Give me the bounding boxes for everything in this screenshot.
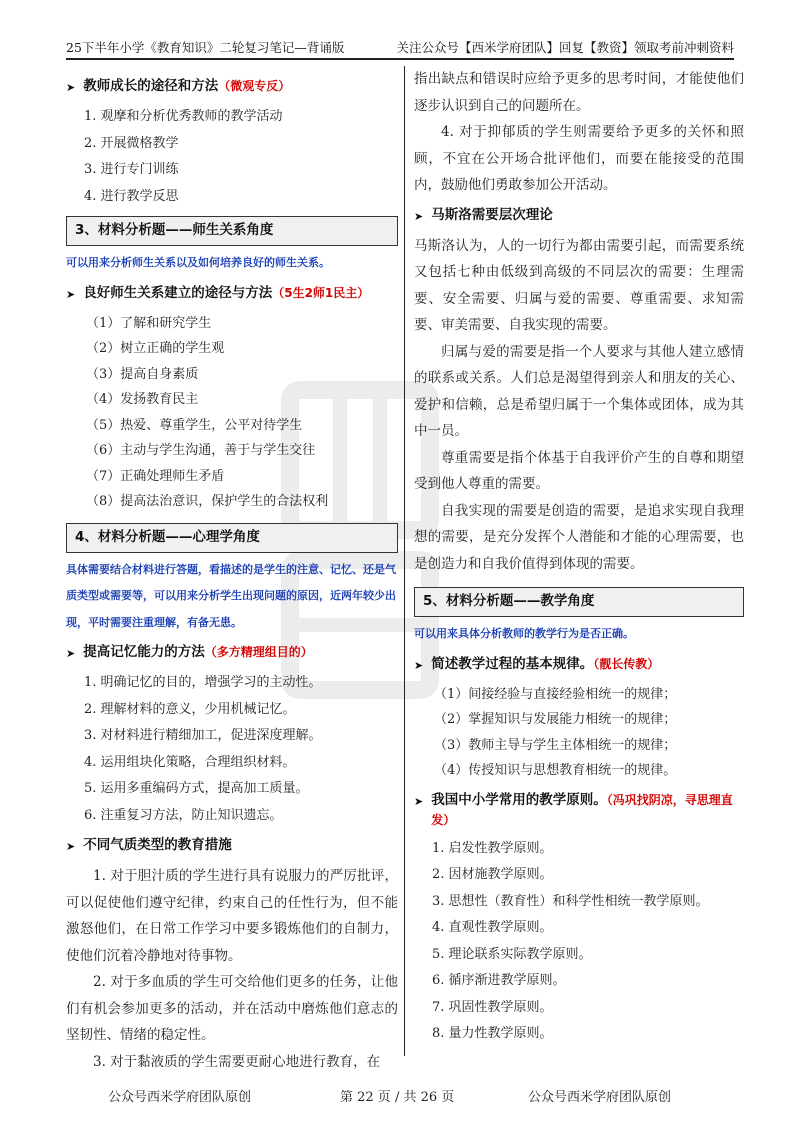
list-item: （1）了解和研究学生 — [86, 315, 212, 331]
list-item: （3）提高自身素质 — [86, 366, 199, 382]
arrow-bullet-icon: ➤ — [414, 209, 424, 223]
section-4-heading: 4、材料分析题——心理学角度 — [66, 523, 398, 553]
right-column — [414, 66, 744, 1048]
left-column — [66, 66, 398, 1075]
list-item: 1. 启发性教学原则。 — [432, 840, 553, 856]
arrow-bullet-icon: ➤ — [414, 658, 424, 672]
paragraph: 指出缺点和错误时应给予更多的思考时间，才能使他们逐步认识到自己的问题所在。 — [414, 71, 744, 114]
arrow-bullet-icon: ➤ — [66, 287, 76, 301]
growth-heading — [66, 76, 398, 98]
law-mnemonic: （靓长传教） — [593, 656, 660, 671]
paragraph: 自我实现的需要是创造的需要，是追求实现自我理想的需要，是充分发挥个人潜能和才能的心理需要，也是创造力和自我价值得到体现的需要。 — [414, 502, 744, 572]
list-item: （2）树立正确的学生观 — [86, 341, 225, 356]
list-item: （5）热爱、尊重学生，公平对待学生 — [86, 417, 303, 433]
list-item: （1）间接经验与直接经验相统一的规律； — [434, 686, 677, 702]
list-item: 3. 进行专门训练 — [84, 162, 179, 177]
list-item: 5. 运用多重编码方式，提高加工质量。 — [84, 781, 309, 796]
paragraph: 归属与爱的需要是指一个人要求与其他人建立感情的联系或关系。人们总是渴望得到亲人和朋友的关心、爱护和信赖，总是希望归属于一个集体或团体，成为其中一员。 — [414, 343, 744, 439]
principle-title: 我国中小学常用的教学原则。 — [431, 791, 607, 808]
list-item: （6）主动与学生沟通，善于与学生交往 — [86, 443, 316, 458]
footer-left-text: 公众号西米学府团队原创 — [108, 1090, 252, 1105]
law-heading — [414, 654, 744, 676]
footer-right-text: 公众号西米学府团队原创 — [528, 1090, 672, 1105]
list-item: 3. 思想性（教育性）和科学性相统一教学原则。 — [432, 893, 709, 909]
section-5-heading: 5、材料分析题——教学角度 — [414, 587, 744, 617]
list-item: 3. 对材料进行精细加工，促进深度理解。 — [84, 728, 322, 743]
law-list — [414, 682, 744, 784]
relation-mnemonic: （5生2师1民主） — [272, 285, 370, 300]
growth-title: 教师成长的途径和方法 — [83, 78, 219, 94]
principle-heading — [414, 790, 744, 830]
list-item: 7. 巩固性教学原则。 — [432, 999, 553, 1015]
list-item: 4. 运用组块化策略，合理组织材料。 — [84, 754, 296, 770]
paragraph: 尊重需要是指个体基于自我评价产生的自尊和期望受到他人尊重的需要。 — [414, 449, 744, 492]
list-item: 4. 进行教学反思 — [84, 188, 179, 204]
paragraph: 4. 对于抑郁质的学生则需要给予更多的关怀和照顾，不宜在公开场合批评他们，而要在能接受的范围内，鼓励他们勇敢参加公开活动。 — [414, 124, 744, 193]
growth-list — [66, 104, 398, 210]
list-item: 8. 量力性教学原则。 — [432, 1026, 553, 1041]
header-right-text: 关注公众号【西米学府团队】回复【教资】领取考前冲刺资料 — [396, 40, 734, 55]
memory-title: 提高记忆能力的方法 — [83, 644, 205, 660]
section-3-heading: 3、材料分析题——师生关系角度 — [66, 216, 398, 246]
list-item: 2. 开展微格教学 — [84, 135, 179, 151]
principle-list — [414, 836, 744, 1048]
memory-list — [66, 670, 398, 829]
list-item: （8）提高法治意识，保护学生的合法权利 — [86, 494, 329, 509]
page-header — [66, 36, 734, 60]
maslow-body — [414, 233, 744, 578]
principle-mnemonic: （冯巩找阴凉，寻思理直发） — [431, 792, 733, 827]
growth-mnemonic: （微观专反） — [218, 79, 291, 93]
maslow-heading — [414, 205, 744, 227]
temperament-continued — [414, 66, 744, 199]
arrow-bullet-icon: ➤ — [66, 840, 76, 853]
list-item: （4）发扬教育民主 — [86, 392, 199, 407]
relation-title: 良好师生关系建立的途径与方法 — [83, 284, 273, 301]
list-item: （2）掌握知识与发展能力相统一的规律； — [434, 712, 677, 727]
section-4-note: 具体需要结合材料进行答题，看描述的是学生的注意、记忆、还是气质类型或需要等，可以用来分析学生出现问题的原因，近两年较少出现，平时需要注重理解，有备无患。 — [66, 562, 396, 629]
list-item: 2. 理解材料的意义，少用机械记忆。 — [84, 701, 296, 717]
list-item: 1. 明确记忆的目的，增强学习的主动性。 — [84, 675, 322, 690]
list-item: 4. 直观性教学原则。 — [432, 920, 553, 935]
arrow-bullet-icon: ➤ — [66, 647, 76, 660]
list-item: （4）传授知识与思想教育相统一的规律。 — [434, 763, 677, 778]
header-left-text: 25下半年小学《教育知识》二轮复习笔记—背诵版 — [66, 40, 345, 55]
maslow-title: 马斯洛需要层次理论 — [431, 206, 553, 223]
paragraph: 马斯洛认为，人的一切行为都由需要引起，而需要系统又包括七种由低级到高级的不同层次的需要：生理需要、安全需要、归属与爱的需要、尊重需要、求知需要、审美需要、自我实现的需要。 — [414, 237, 744, 333]
list-item: 1. 观摩和分析优秀教师的教学活动 — [84, 109, 283, 124]
paragraph: 1. 对于胆汁质的学生进行具有说服力的严厉批评，可以促使他们遵守纪律，约束自己的任性行为，但不能激怒他们，在日常工作学习中要多锻炼他们的自制力，使他们沉着冷静地对待事物。 — [66, 868, 398, 964]
temperament-body — [66, 863, 398, 1075]
arrow-bullet-icon: ➤ — [414, 794, 424, 808]
temperament-title: 不同气质类型的教育措施 — [83, 837, 232, 853]
section-5-note: 可以用来具体分析教师的教学行为是否正确。 — [414, 627, 634, 640]
list-item: 2. 因材施教学原则。 — [432, 867, 553, 882]
list-item: 6. 注重复习方法，防止知识遗忘。 — [84, 807, 283, 823]
list-item: 5. 理论联系实际教学原则。 — [432, 946, 592, 962]
list-item: 6. 循序渐进教学原则。 — [432, 973, 566, 988]
column-divider — [404, 66, 405, 1056]
memory-mnemonic: （多方精理组目的） — [204, 645, 313, 659]
arrow-bullet-icon: ➤ — [66, 81, 76, 94]
relation-list — [66, 311, 398, 515]
temperament-heading — [66, 835, 398, 857]
relation-heading — [66, 283, 398, 305]
page-number: 第 22 页 / 共 26 页 — [340, 1090, 455, 1105]
list-item: （3）教师主导与学生主体相统一的规律； — [434, 737, 677, 753]
list-item: （7）正确处理师生矛盾 — [86, 468, 225, 484]
paragraph: 2. 对于多血质的学生可交给他们更多的任务，让他们有机会参加更多的活动，并在活动中磨炼他们意志的坚韧性、情绪的稳定性。 — [66, 974, 398, 1043]
memory-heading — [66, 642, 398, 664]
section-3-note: 可以用来分析师生关系以及如何培养良好的师生关系。 — [66, 256, 330, 269]
law-title: 简述教学过程的基本规律。 — [431, 655, 594, 672]
paragraph: 3. 对于黏液质的学生需要更耐心地进行教育，在 — [93, 1053, 381, 1070]
